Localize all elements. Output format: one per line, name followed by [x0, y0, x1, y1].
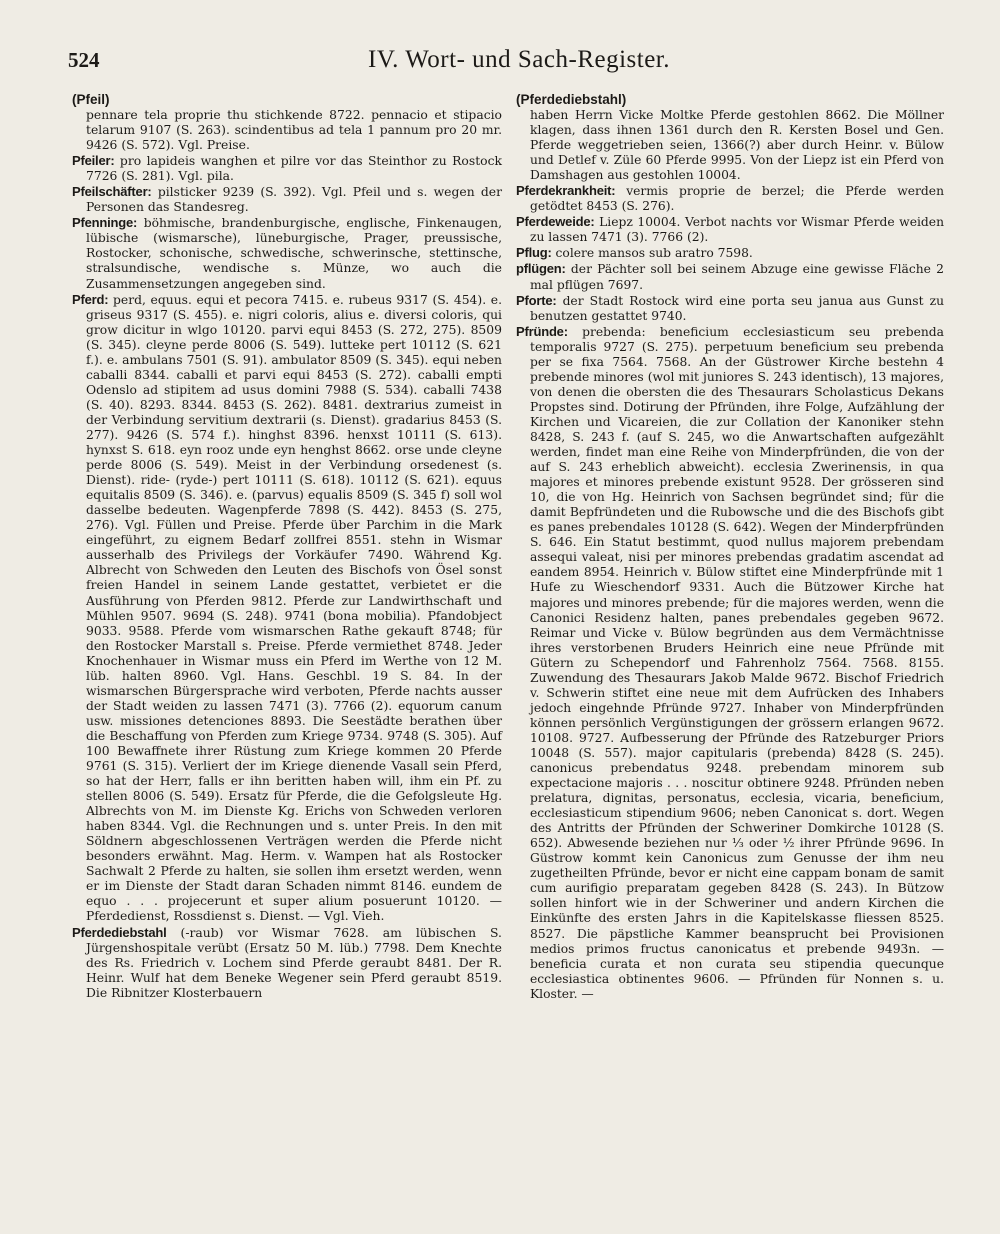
- entry-headword: Pfeiler:: [72, 153, 115, 169]
- entry-text: colere mansos sub aratro 7598.: [555, 246, 753, 261]
- entry-text: perd, equus. equi et pecora 7415. e. rubeus 9317 (S. 454). e. griseus 9317 (S. 455). e. nigri coloris, alius e. diversi coloris, qui grow dicitur in wlgo 10120. parvi equi 8453 (S. 272, 275). 8509 (S. 345). cleyne perde 8006 (S. 549). lutteke pert 10112 (S. 621 f.). e. ambulans 7501 (S. 91). ambulator 8509 (S. 345). equi neben caballi 8344. caballi et parvi equi 8453 (S. 272). caballi empti Odenslo ad stipitem ad usus domini 7988 (S. 534). caballi 7438 (S. 40). 8293. 8344. 8453 (S. 262). 8481. dextrarius zumeist in der Verbindung servitium dextrarii (s. Dienst). gradarius 8453 (S. 277). 9426 (S. 574 f.). hinghst 8396. henxst 10111 (S. 613). hynxst S. 618. eyn rooz unde eyn henghst 8662. orse unde cleyne perde 8006 (S. 549). Meist in der Verbindung orsedenest (s. Dienst). ride- (ryde-) pert 10111 (S. 618). 10112 (S. 621). equus equitalis 8509 (S. 346). e. (parvus) equalis 8509 (S. 345 f) soll wol dasselbe bedeuten. Wagenpferde 7898 (S. 442). 8453 (S. 275, 276). Vgl. Füllen und Preise. Pferde über Parchim in die Mark eingeführt, zu eignem Bedarf zollfrei 8551. stehn in Wismar ausserhalb des Privilegs der Vorkäufer 7490. Während Kg. Albrecht von Schweden den Leuten des Bischofs von Ösel sonst freien Handel in seinem Lande gestattet, verbietet er die Ausführung von Pferden 9812. Pferde zur Landwirthschaft und Mühlen 9507. 9694 (S. 248). 9741 (bona mobilia). Pfandobject 9033. 9588. Pferde vom wismarschen Rathe gekauft 8748; für den Rostocker Marstall s. Preise. Pferde vermiethet 8748. Jeder Knochenhauer in Wismar muss ein Pferd im Werthe von 12 M. lüb. halten 8960. Vgl. Hans. Geschbl. 19 S. 84. In der wismarschen Bürgersprache wird verboten, Pferde nachts ausser der Stadt weiden zu lassen 7471 (3). 7766 (2). equorum canum usw. missiones detenciones 8893. Die Seestädte berathen über die Beschaffung von Pferden zum Kriege 9734. 9748 (S. 305). Auf 100 Bewaffnete ihrer Rüstung zum Kriege kommen 20 Pferde 9761 (S. 315). Verliert der im Kriege dienende Vasall sein Pferd, so hat der Herr, falls er ihn beritten haben will, ihm ein Pf. zu stellen 8006 (S. 549). Ersatz für Pferde, die die Gefolgsleute Hg. Albrechts von M. im Dienste Kg. Erichs von Schweden verloren haben 8344. Vgl. die Rechnungen und s. unter Preis. In den mit Söldnern abgeschlossenen Verträgen werden die Pferde nicht besonders erwähnt. Mag. Herm. v. Wampen hat als Rostocker Sachwalt 2 Pferde zu halten, sie sollen ihm ersetzt werden, wenn er im Dienste der Stadt daran Schaden nimmt 8146. eundem de equo . . . projecerunt et super alium posuerunt 10120. — Pferdedienst, Rossdienst s. Dienst. — Vgl. Vieh.: [86, 292, 502, 924]
- register-entry: [72, 184, 502, 215]
- register-entry: [516, 261, 944, 292]
- continued-headword: (Pferdediebstahl): [516, 92, 627, 107]
- entry-headword: pflügen:: [516, 261, 566, 277]
- entry-headword: Pflug:: [516, 245, 552, 261]
- running-title: IV. Wort- und Sach-Register.: [368, 46, 671, 73]
- register-entry: [72, 925, 502, 1001]
- entry-headword: Pferdeweide:: [516, 214, 595, 230]
- entry-headword: Pforte:: [516, 292, 557, 308]
- register-entry: [516, 214, 944, 245]
- continued-headword: (Pfeil): [72, 92, 110, 107]
- entry-text: Liepz 10004. Verbot nachts vor Wismar Pferde weiden zu lassen 7471 (3). 7766 (2).: [530, 215, 944, 245]
- register-entry: [72, 292, 502, 925]
- entry-text: haben Herrn Vicke Moltke Pferde gestohlen 8662. Die Möllner klagen, dass ihnen 1361 durch den R. Kersten Bosel und Gen. Pferde weggetrieben seien, 1366(?) aber durch Heinr. v. Bülow und Detlef v. Züle 60 Pferde 9995. Von der Liepz ist ein Pferd von Damshagen aus gestohlen 10004.: [530, 108, 944, 183]
- entry-text: pennare tela proprie thu stichkende 8722. pennacio et stipacio telarum 9107 (S. 263). scindentibus ad tela 1 pannum pro 20 mr. 9426 (S. 572). Vgl. Preise.: [86, 108, 502, 153]
- right-column: [516, 92, 944, 1002]
- entry-text: pilsticker 9239 (S. 392). Vgl. Pfeil und s. wegen der Personen das Standesreg.: [86, 185, 502, 215]
- register-entry: [516, 245, 944, 261]
- entry-headword: Pferdediebstahl: [72, 924, 167, 940]
- register-entry: [72, 215, 502, 291]
- left-column: [72, 92, 502, 1001]
- entry-headword: Pfründe:: [516, 323, 568, 339]
- register-entry: [72, 153, 502, 184]
- entry-headword: Pfenninge:: [72, 215, 138, 231]
- entry-text: böhmische, brandenburgische, englische, Finkenaugen, lübische (wismarsche), lüneburgische, Prager, preussische, Rostocker, schonische, schwedische, schwerinsche, stettinsche, stralsundische, wendische s. Münze, wo auch die Zusammensetzungen angegeben sind.: [86, 216, 502, 291]
- page-number: 524: [68, 48, 100, 72]
- entry-headword: Pferd:: [72, 291, 109, 307]
- entry-headword: Pfeilschäfter:: [72, 184, 152, 200]
- entry-headword: Pferdekrankheit:: [516, 183, 616, 199]
- entry-text: der Stadt Rostock wird eine porta seu janua aus Gunst zu benutzen gestattet 9740.: [530, 293, 944, 323]
- register-entry: [516, 324, 944, 1002]
- entry-text: prebenda: beneficium ecclesiasticum seu prebenda temporalis 9727 (S. 275). perpetuum beneficium seu prebenda per se fixa 7564. 7568. An der Güstrower Kirche bestehn 4 prebende minores (wol mit juniores S. 243 identisch), 13 majores, von denen die obersten die des Thesaurars Scholasticus Dekans Propstes sind. Dotirung der Pfründen, ihre Folge, Aufzählung der Kirchen und Vicareien, die zur Collation der Kanoniker stehn 8428, S. 243 f. (auf S. 245, wo die Anwartschaften aufgezählt werden, findet man eine Reihe von Minderpfründen, die von der auf S. 243 erheblich abweicht). ecclesia Zwerinensis, in qua majores et minores prebende existunt 9528. Der grösseren sind 10, die von Hg. Heinrich von Sachsen begründet sind; für die damit Bepfründeten und die Rubowsche und die des Bischofs gibt es panes prebendales 10128 (S. 642). Wegen der Minderpfründen S. 646. Ein Statut bestimmt, quod nullus majorem prebendam assequi valeat, nisi per minores prebendas gradatim ascendat ad eandem 8954. Heinrich v. Bülow stiftet eine Minderpfründe mit 1 Hufe zu Wieschendorf 9331. Auch die Bützower Kirche hat majores und minores prebende; für die majores werden, wenn die Canonici Residenz halten, panes prebendales gegeben 9672. Reimar und Vicke v. Bülow begründen aus dem Vermächtnisse ihres verstorbenen Bruders Heinrich eine neue Pfründe mit Gütern zu Schependorf und Fahrenholz 7564. 7568. 8155. Zuwendung des Thesaurars Jakob Malde 9672. Bischof Friedrich v. Schwerin stiftet eine neue mit dem Aufrücken des Inhabers jedoch eingehnde Pfründe 9727. Inhaber von Minderpfründen können persönlich Vergünstigungen der grössern erlangen 9672. 10108. 9727. Aufbesserung der Pfründe des Ratzeburger Priors 10048 (S. 557). major capitularis (prebenda) 8428 (S. 245). canonicus prebendatus 9248. prebendam minorem sub expectacione majoris . . . noscitur obtinere 9248. Pfründen neben prelatura, dignitas, personatus, ecclesia, vicaria, beneficium, ecclesiasticum stipendium 9606; neben Canonicat s. dort. Wegen des Antritts der Pfründen der Schweriner Domkirche 10128 (S. 652). Abwesende beziehen nur ⅓ oder ½ ihrer Pfründe 9696. In Güstrow kommt kein Canonicus zum Genusse der ihm neu zugetheilten Pfründe, bevor er nicht eine cappam bonam de samit cum aurifigio preparatam gegeben 8428 (S. 243). In Bützow sollen hinfort wie in der Schweriner und andern Kirchen die Einkünfte des ersten Jahrs in die Kapitelskasse fliessen 8525. 8527. Die päpstliche Kammer beansprucht bei Provisionen medios primos fructus canonicatus et prebende 9493n. — beneficia curata et non curata seu stipendia quecunque ecclesiastica obtinentes 9606. — Pfründen für Nonnen s. u. Kloster. —: [530, 324, 944, 1001]
- register-entry: [516, 293, 944, 324]
- entry-text: vermis proprie de berzel; die Pferde werden getödtet 8453 (S. 276).: [530, 184, 944, 214]
- entry-text: (-raub) vor Wismar 7628. am lübischen S. Jürgenshospitale verübt (Ersatz 50 M. lüb.) 7798. Dem Knechte des Rs. Friedrich v. Lochem sind Pferde geraubt 8481. Der R. Heinr. Wulf hat dem Beneke Wegener sein Pferd geraubt 8519. Die Ribnitzer Klosterbauern: [86, 925, 502, 1000]
- entry-text: der Pächter soll bei seinem Abzuge eine gewisse Fläche 2 mal pflügen 7697.: [530, 262, 944, 292]
- register-entry: [516, 183, 944, 214]
- page-header: [68, 42, 958, 82]
- entry-text: pro lapideis wanghen et pilre vor das Steinthor zu Rostock 7726 (S. 281). Vgl. pila.: [86, 154, 502, 184]
